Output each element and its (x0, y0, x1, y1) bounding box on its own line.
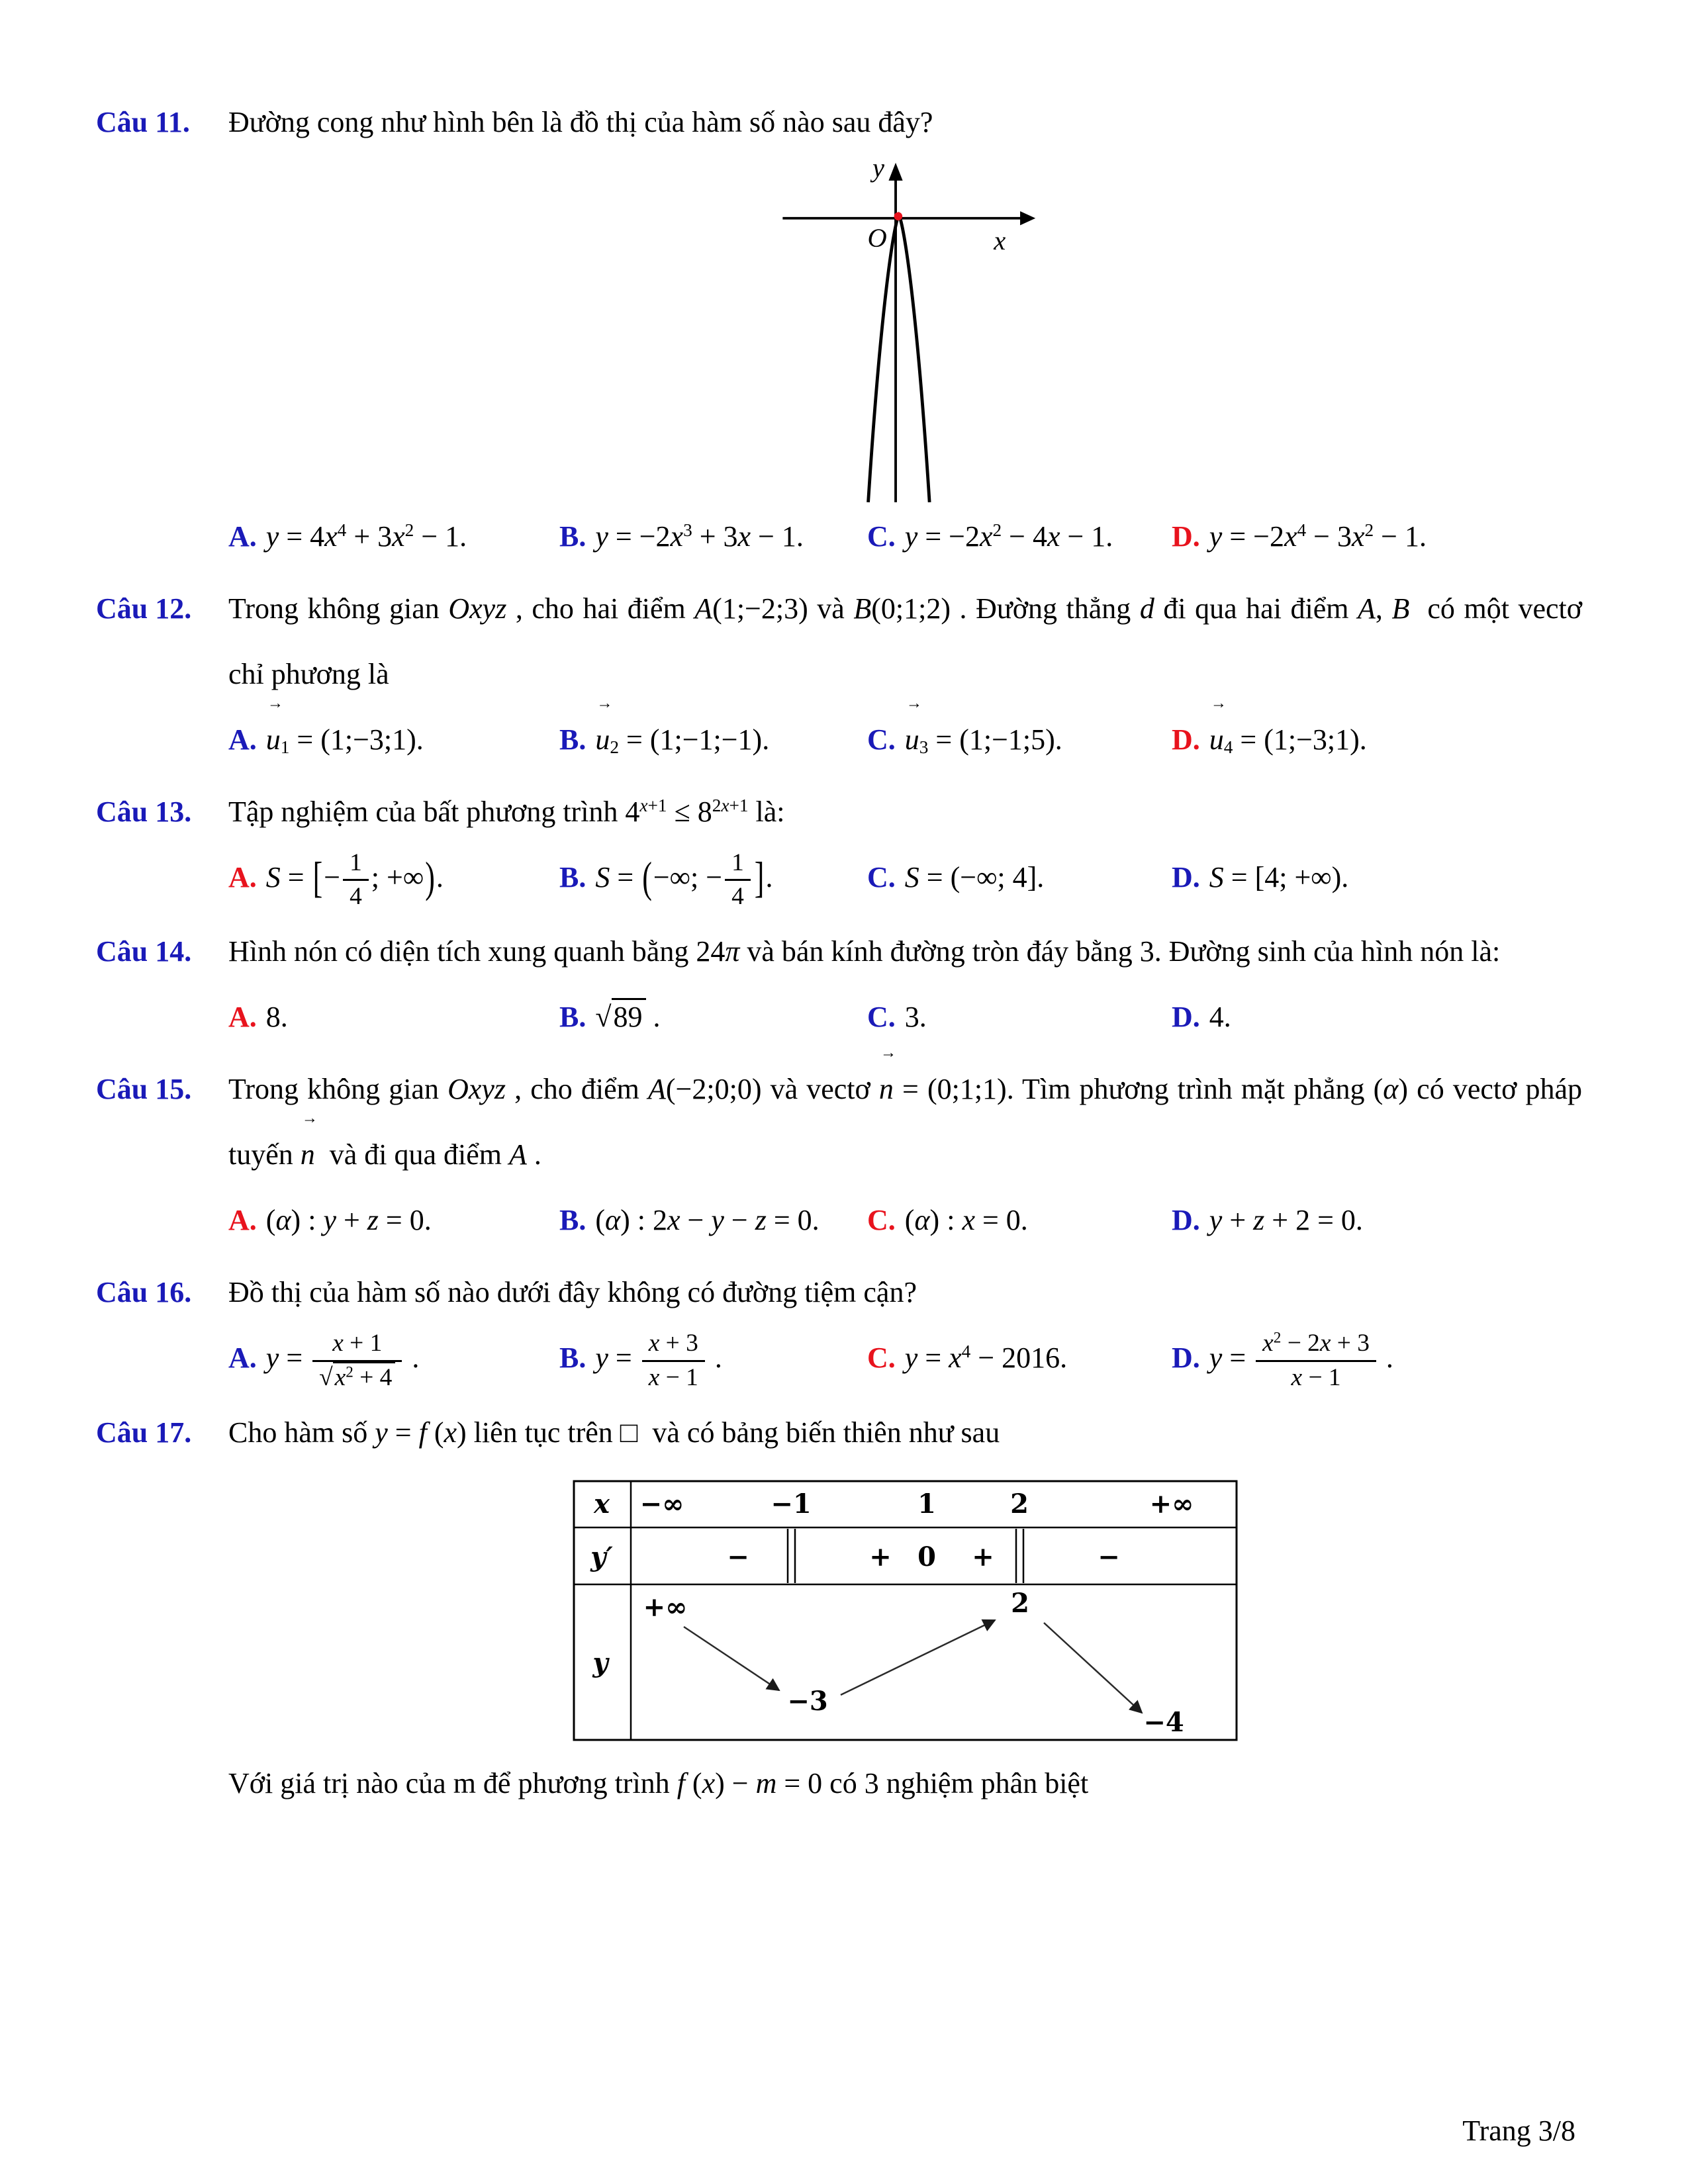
table-x-value: −∞ (639, 1488, 684, 1520)
table-dy-sign: − (727, 1541, 749, 1572)
option-b (559, 694, 867, 772)
x-axis-arrow (1020, 211, 1035, 225)
option-d (1172, 504, 1582, 569)
option-a (228, 844, 559, 912)
table-x-value: −1 (771, 1488, 812, 1520)
option-a (228, 984, 559, 1050)
option-text: y = $\frac{x^2 - 2x + 3}{x - 1}$ . (1209, 1329, 1393, 1391)
table-dy-sign: 0 (917, 1541, 936, 1572)
option-text: 8. (265, 1001, 288, 1034)
q12-options (228, 694, 1582, 772)
option-text: → $u_3$ = (1;−1;5). (904, 694, 1062, 757)
question-11-text: Đường cong như hình bên là đồ thị của hàm số nào sau đây? (228, 106, 933, 138)
option-text: 4. (1209, 1001, 1231, 1034)
option-letter: C. (867, 723, 896, 756)
option-text: (α) : 2x − y − z = 0. (595, 1204, 820, 1237)
option-letter: D. (1172, 1342, 1200, 1375)
option-a (228, 694, 559, 772)
option-c (867, 504, 1172, 569)
option-a (228, 1187, 559, 1253)
question-13-label: Câu 13. (96, 796, 192, 828)
table-y-value: +∞ (643, 1591, 688, 1623)
question-12 (96, 576, 1582, 772)
option-letter: C. (867, 861, 896, 893)
question-12-text: Trong không gian Oxyz , cho hai điểm A(1;−2;3) và B(0;1;2) . Đường thẳng d đi qua hai điểm A, B có một vectơ chỉ phương là (228, 592, 1583, 690)
option-b (559, 1325, 867, 1392)
option-d (1172, 694, 1582, 772)
table-dy-header: y′ (590, 1541, 613, 1572)
option-letter: C. (867, 1342, 896, 1375)
question-14-label: Câu 14. (96, 935, 192, 968)
option-letter: A. (228, 861, 257, 893)
question-13 (96, 779, 1582, 912)
q11-graph-figure (228, 158, 1582, 502)
variation-table-figure (228, 1480, 1582, 1741)
q16-options (228, 1325, 1582, 1392)
x-axis-label: x (994, 226, 1006, 255)
vertex-dot (894, 212, 903, 221)
option-c (867, 984, 1172, 1050)
option-d (1172, 844, 1582, 910)
origin-label: O (867, 223, 887, 253)
option-letter: B. (559, 861, 586, 893)
option-letter: B. (559, 1001, 586, 1034)
option-letter: B. (559, 520, 586, 553)
option-b (559, 984, 867, 1050)
option-text: S = (−∞; 4]. (904, 861, 1045, 893)
option-letter: D. (1172, 1204, 1200, 1237)
page-number: Trang 3/8 (1462, 2115, 1575, 2147)
option-letter: B. (559, 1204, 586, 1237)
q14-options (228, 984, 1582, 1050)
option-b (559, 844, 867, 912)
table-x-value: 1 (917, 1488, 936, 1520)
option-letter: D. (1172, 1001, 1200, 1034)
option-text: → $u_1$ = (1;−3;1). (265, 694, 424, 757)
option-text: $y = 4x^4 + 3x^2 - 1$. (265, 520, 467, 553)
option-text: 3. (904, 1001, 927, 1034)
variation-arrow-up (841, 1620, 995, 1695)
table-x-header: x (594, 1488, 610, 1520)
option-letter: C. (867, 520, 896, 553)
question-14 (96, 919, 1582, 1050)
y-axis-label: y (872, 158, 884, 183)
option-text: S = [− $\frac{1}{4}$ ; +∞). (265, 848, 444, 911)
option-text: (α) : x = 0. (904, 1204, 1028, 1237)
table-y-value: 2 (1011, 1587, 1029, 1619)
question-17-tail: Với giá trị nào của m để phương trình f (x) − m = 0 có 3 nghiệm phân biệt (228, 1766, 1089, 1799)
option-letter: B. (559, 723, 586, 756)
question-14-text: Hình nón có diện tích xung quanh bằng 24π và bán kính đường tròn đáy bằng 3. Đường sinh của hình nón là: (228, 935, 1501, 968)
question-17-label: Câu 17. (96, 1416, 192, 1449)
option-text: (α) : y + z = 0. (265, 1204, 432, 1237)
table-dy-sign: − (1098, 1541, 1120, 1572)
q13-options (228, 844, 1582, 912)
question-15 (96, 1043, 1583, 1253)
question-13-text: Tập nghiệm của bất phương trình $4^{x+1} \le 8^{2x+1}$ là: (228, 796, 785, 828)
option-text: √89 . (595, 998, 660, 1033)
option-letter: A. (228, 1001, 257, 1034)
option-letter: A. (228, 1342, 257, 1375)
variation-table (573, 1480, 1238, 1741)
option-d (1172, 984, 1582, 1050)
option-d (1172, 1187, 1582, 1253)
question-16-text: Đồ thị của hàm số nào dưới đây không có đường tiệm cận? (228, 1276, 917, 1309)
option-text: y + z + 2 = 0. (1209, 1204, 1363, 1237)
question-11 (96, 89, 1582, 569)
table-dy-sign: + (972, 1541, 994, 1572)
option-c (867, 1325, 1172, 1390)
option-letter: C. (867, 1204, 896, 1237)
question-17-text: Cho hàm số y = f (x) liên tục trên □ và có bảng biến thiên như sau (228, 1416, 1000, 1449)
question-17 (96, 1400, 1582, 1816)
question-16 (96, 1259, 1582, 1392)
option-text: S = (−∞; − $\frac{1}{4}$ ]. (595, 848, 773, 911)
option-letter: A. (228, 520, 257, 553)
question-16-label: Câu 16. (96, 1276, 192, 1309)
option-a (228, 1325, 559, 1392)
option-letter: A. (228, 1204, 257, 1237)
option-letter: D. (1172, 520, 1200, 553)
option-text: S = [4; +∞). (1209, 861, 1349, 893)
option-a (228, 504, 559, 569)
option-text: → $u_2$ = (1;−1;−1). (595, 694, 770, 757)
question-12-label: Câu 12. (96, 592, 192, 625)
option-text: y = $\frac{x + 3}{x - 1}$ . (595, 1329, 722, 1391)
question-15-text: Trong không gian Oxyz , cho điểm A(−2;0;0) và vectơ → n = (0;1;1). Tìm phương trình mặt phẳng (α) có vectơ pháp tuyến → n và đi qua điểm A . (228, 1043, 1583, 1171)
option-text: $y = -2x^2 - 4x - 1$. (904, 520, 1113, 553)
option-text: $y = -2x^4 - 3x^2 - 1$. (1209, 520, 1427, 553)
variation-arrow-down (1044, 1623, 1142, 1713)
option-text: $y = x^4 - 2016$. (904, 1342, 1068, 1375)
option-text: → $u_4$ = (1;−3;1). (1209, 694, 1367, 757)
variation-arrow-down (684, 1627, 779, 1690)
q15-options (228, 1187, 1582, 1253)
q11-options (228, 504, 1582, 569)
option-letter: D. (1172, 861, 1200, 893)
table-y-header: y (592, 1647, 608, 1678)
option-text: y = $\frac{x + 1}{√x^2 + 4}$ . (265, 1329, 420, 1391)
option-letter: D. (1172, 723, 1200, 756)
option-letter: C. (867, 1001, 896, 1034)
parabola-curve (868, 215, 930, 502)
parabola-graph (771, 158, 1039, 502)
table-x-value: 2 (1010, 1488, 1029, 1520)
table-x-value: +∞ (1149, 1488, 1194, 1520)
option-text: $y = -2x^3 + 3x - 1$. (595, 520, 804, 553)
question-15-label: Câu 15. (96, 1073, 192, 1106)
table-y-value: −3 (787, 1685, 828, 1717)
option-b (559, 504, 867, 569)
table-dy-sign: + (869, 1541, 892, 1572)
option-c (867, 694, 1172, 772)
option-c (867, 1187, 1172, 1253)
option-letter: A. (228, 723, 257, 756)
option-letter: B. (559, 1342, 586, 1375)
y-axis-arrow (888, 163, 902, 181)
option-b (559, 1187, 867, 1253)
question-11-label: Câu 11. (96, 106, 190, 138)
table-y-value: −4 (1143, 1706, 1184, 1738)
option-c (867, 844, 1172, 910)
option-d (1172, 1325, 1582, 1392)
